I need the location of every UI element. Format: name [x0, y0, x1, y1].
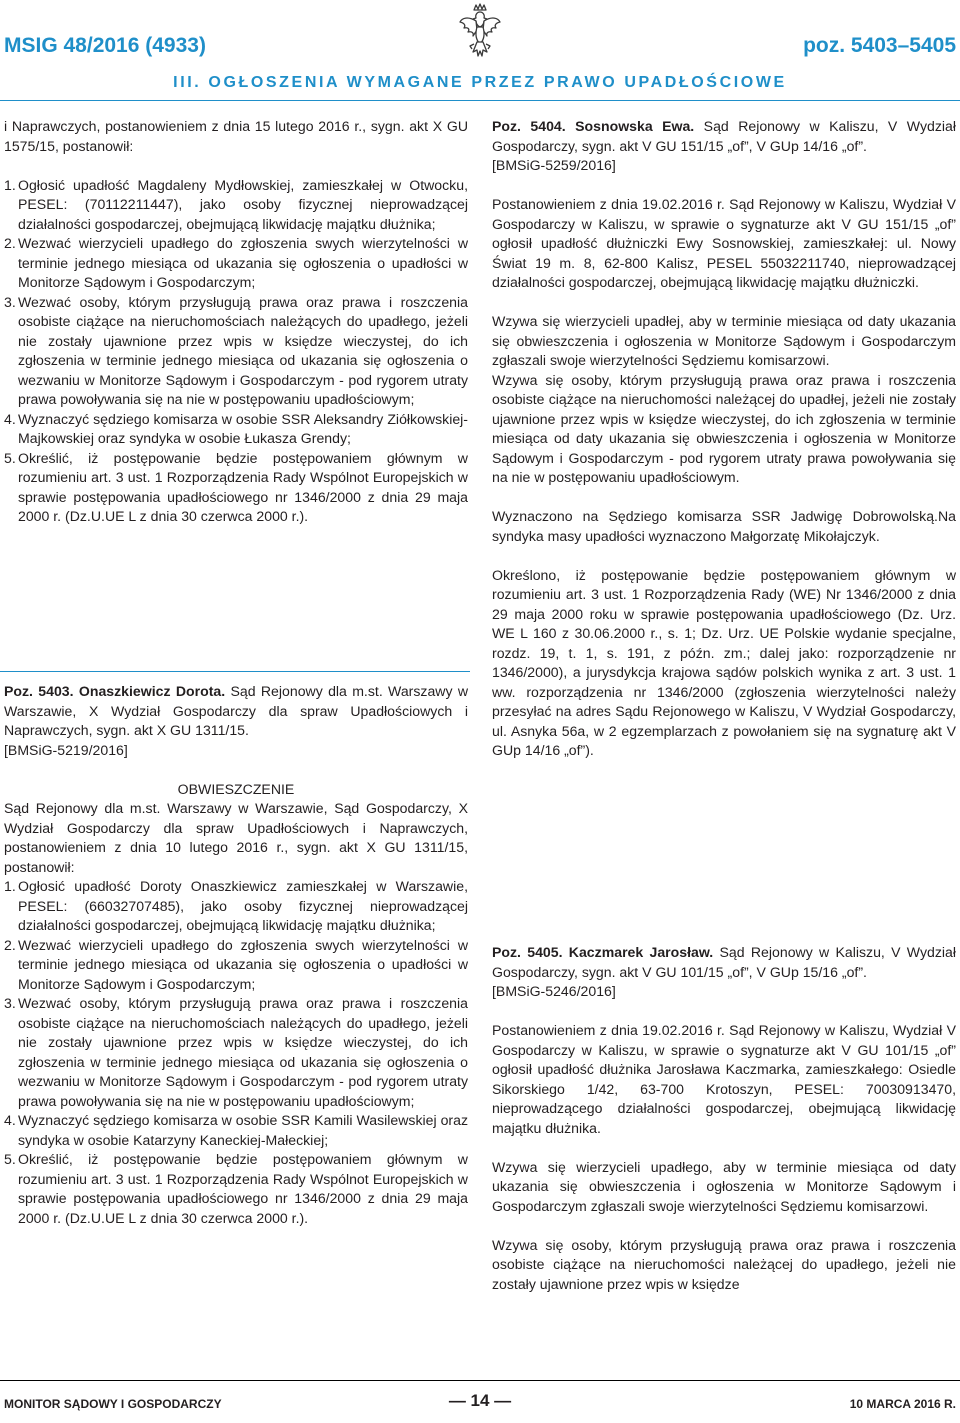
page-header: [0, 0, 960, 100]
notice-paragraph: Postanowieniem z dnia 19.02.2016 r. Sąd Rejonowy w Kaliszu, Wydział V Gospodarczy w Kaliszu, w sprawie o sygnaturze akt V GU 101/15 „of” ogłosił upadłość dłużnika Jarosława Kaczmarka, zamieszkałego: Osiedle Sikorskiego 1/42, 63-700 Krotoszyn, PESEL: 70030913470, nieprowadzącego działalności gospodarczej, obejmującą likwidację majątku dłużnika.: [492, 1022, 956, 1136]
polish-eagle-emblem: [458, 2, 502, 62]
notice-paragraph: Postanowieniem z dnia 19.02.2016 r. Sąd Rejonowy w Kaliszu, Wydział V Gospodarczy w Kaliszu, w sprawie o sygnaturze akt V GU 151/15 „of” ogłosił upadłość dłużniczki Ewy Sosnowskiej, zamieszkałej: ul. Nowy Świat 19 m. 8, 62-800 Kalisz, PESEL 55032211740, nieprowadzącej działalności gospodarczej, obejmującą likwidację majątku dłużniczki.: [492, 196, 956, 290]
notice-5405: [492, 943, 956, 1294]
notice-heading: Poz. 5405. Kaczmarek Jarosław.: [492, 944, 714, 960]
notice-intro: Sąd Rejonowy dla m.st. Warszawy w Warszawie, Sąd Gospodarczy, X Wydział Gospodarczy dla spraw Upadłościowych i Naprawczych, postanowieniem z dnia 10 lutego 2016 r., sygn. akt X GU 1311/15, postanowił:: [4, 800, 468, 875]
notice-title: OBWIESZCZENIE: [177, 780, 295, 797]
page-number: — 14 —: [448, 1391, 512, 1410]
list-item: 5. Określić, iż postępowanie będzie postępowaniem głównym w rozumieniu art. 3 ust. 1 Rozporządzenia Rady Wspólnot Europejskich w sprawie postępowania upadłościowego nr 1346/2000 z dnia 29 maja 2000 r. (Dz.U.UE L z dnia 30 czerwca 2000 r.).: [4, 1151, 468, 1226]
notice-ref: [BMSiG-5246/2016]: [492, 983, 616, 999]
list-item: 2. Wezwać wierzycieli upadłego do zgłoszenia swych wierzytelności w terminie jednego miesiąca od ukazania się ogłoszenia o upadłości w Monitorze Sądowym i Gospodarczym;: [4, 936, 468, 992]
notice-ref: [BMSiG-5219/2016]: [4, 741, 128, 758]
list-item: 4. Wyznaczyć sędziego komisarza w osobie SSR Kamili Wasilewskiej oraz syndyka w osobie Katarzyny Kaneckiej-Małeckiej;: [4, 1112, 468, 1148]
section-title: III. OGŁOSZENIA WYMAGANE PRZEZ PRAWO UPADŁOŚCIOWE: [173, 74, 787, 91]
notice-paragraph: Wzywa się osoby, którym przysługują prawa oraz prawa i roszczenia osobiste ciążące na nieruchomości należącej do upadłej, jeżeli nie zostały ujawnione przez wpis w księdze wieczystej, do ich zgłoszenia w terminie miesiąca od daty ukazania się obwieszczenia i ogłoszenia w Monitorze Sądowym i Gospodarczym - pod rygorem utraty prawa powoływania się na nie w postępowaniu upadłościowym.: [492, 371, 956, 485]
list-item: 2. Wezwać wierzycieli upadłego do zgłoszenia swych wierzytelności w terminie jednego miesiąca od ukazania się ogłoszenia o upadłości w Monitorze Sądowym i Gospodarczym;: [4, 235, 468, 290]
notice-paragraph: Określono, iż postępowanie będzie postępowaniem głównym w rozumieniu art. 3 ust. 1 Rozporządzenia Rady (WE) Nr 1346/2000 z dnia 29 maja 2000 roku w sprawie postępowania upadłościowego (Dz. Urz. WE L 160 z 30.06.2000 r., s. 1; Dz. Urz. UE Polskie wydanie specjalne, rozdz. 19, t. 1, s. 191, z późn. zm.; dalej jako: rozporządzenie nr 1346/2000), a jurysdykcja krajowa sądów polskich wynika z art. 3 ust. 1 ww. rozporządzenia nr 1346/2000 (zgłoszenia wierzytelności należy przesyłać na adres Sądu Rejonowego w Kaliszu, V Wydział Gospodarczy, ul. Asnyka 56a, w 2 egzemplarzach z powołaniem się na sygnaturę akt V GUp 14/16 „of”).: [492, 566, 956, 758]
left-column-top: [4, 117, 468, 527]
list-item: 5. Określić, iż postępowanie będzie postępowaniem głównym w rozumieniu art. 3 ust. 1 Rozporządzenia Rady Wspólnot Europejskich w sprawie postępowania upadłościowego nr 1346/2000 z dnia 29 maja 2000 r. (Dz.U.UE L z dnia 30 czerwca 2000 r.).: [4, 449, 468, 524]
column-divider: [0, 671, 470, 672]
list-item: 3. Wezwać osoby, którym przysługują prawa oraz prawa i roszczenia osobiste ciążące na nieruchomościach należących do upadłego, jeżeli nie zostały ujawnione przez wpis w księdze wieczystej, do ich zgłoszenia w terminie jednego miesiąca od ukazania się ogłoszenia o wezwaniu w Monitorze Sądowym i Gospodarczym - pod rygorem utraty prawa powoływania się na nie w postępowaniu upadłościowym;: [4, 293, 468, 407]
notice-paragraph: Wzywa się wierzycieli upadłego, aby w terminie miesiąca od daty ukazania się obwieszczenia i ogłoszenia w Monitorze Sądowym i Gospodarczym zgłaszali swoje wierzytelności Sędziemu komisarzowi.: [492, 1158, 956, 1214]
list-item: 1. Ogłosić upadłość Doroty Onaszkiewicz zamieszkałej w Warszawie, PESEL: (66032707485), jako osoby fizycznej nieprowadzącej działalności gospodarczej, obejmującą likwidację majątku dłużnika;: [4, 878, 468, 933]
notice-paragraph: Wyznaczono na Sędziego komisarza SSR Jadwigę Dobrowolską.Na syndyka masy upadłości wyznaczono Małgorzatę Mikołajczyk.: [492, 508, 956, 544]
footer-date: 10 MARCA 2016 R.: [849, 1397, 956, 1411]
notice-court: Sąd Rejonowy dla m.st. Warszawy w Warszawie, X Wydział Gospodarczy dla spraw Upadłościowych i Naprawczych, sygn. akt X GU 1311/15.: [4, 683, 469, 738]
notice-paragraph: Wzywa się wierzycieli upadłej, aby w terminie miesiąca od daty ukazania się obwieszczenia i ogłoszenia w Monitorze Sądowym i Gospodarczym zgłaszali swoje wierzytelności Sędziemu komisarzowi.: [492, 313, 956, 368]
notice-paragraph: Wzywa się osoby, którym przysługują prawa oraz prawa i roszczenia osobiste ciążące na nieruchomości należącej do upadłego, jeżeli nie zostały ujawnione przez wpis w księdze: [492, 1236, 956, 1292]
notice-5403: [4, 682, 468, 1228]
notice-court: Sąd Rejonowy w Kaliszu, V Wydział Gospodarczy, sygn. akt V GU 101/15 „of”, V GUp 15/16 „of”.: [492, 944, 956, 980]
continuation-intro: i Naprawczych, postanowieniem z dnia 15 lutego 2016 r., sygn. akt X GU 1575/15, postanowił:: [4, 118, 468, 154]
notice-5404: [492, 117, 956, 761]
notice-ref: [BMSiG-5259/2016]: [492, 157, 616, 173]
list-item: 3. Wezwać osoby, którym przysługują prawa oraz prawa i roszczenia osobiste ciążące na nieruchomościach należących do upadłego, jeżeli nie zostały ujawnione przez wpis w księdze wieczystej, do ich zgłoszenia w terminie jednego miesiąca od ukazania się ogłoszenia o wezwaniu w Monitorze Sądowym i Gospodarczym - pod rygorem utraty prawa powoływania się na nie w postępowaniu upadłościowym;: [4, 995, 468, 1109]
header-rule: [0, 100, 960, 101]
footer-rule: [0, 1380, 960, 1381]
list-item: 4. Wyznaczyć sędziego komisarza w osobie SSR Aleksandry Ziółkowskiej-Majkowskiej oraz syndyka w osobie Łukasza Grendy;: [4, 410, 468, 446]
issue-label: MSIG 48/2016 (4933): [4, 34, 206, 57]
list-item: 1. Ogłosić upadłość Magdaleny Mydłowskiej, zamieszkałej w Otwocku, PESEL: (70112211447), jako osoby fizycznej nieprowadzącej działalności gospodarczej, obejmującą likwidację majątku dłużnika;: [4, 176, 468, 232]
notice-court: Sąd Rejonowy w Kaliszu, V Wydział Gospodarczy, sygn. akt V GU 151/15 „of”, V GUp 14/16 „of”.: [492, 118, 956, 154]
notice-heading: Poz. 5404. Sosnowska Ewa.: [492, 118, 695, 134]
notice-heading: Poz. 5403. Onaszkiewicz Dorota.: [4, 683, 226, 699]
position-range: poz. 5403–5405: [803, 34, 956, 57]
footer-publication: MONITOR SĄDOWY I GOSPODARCZY: [4, 1397, 222, 1411]
